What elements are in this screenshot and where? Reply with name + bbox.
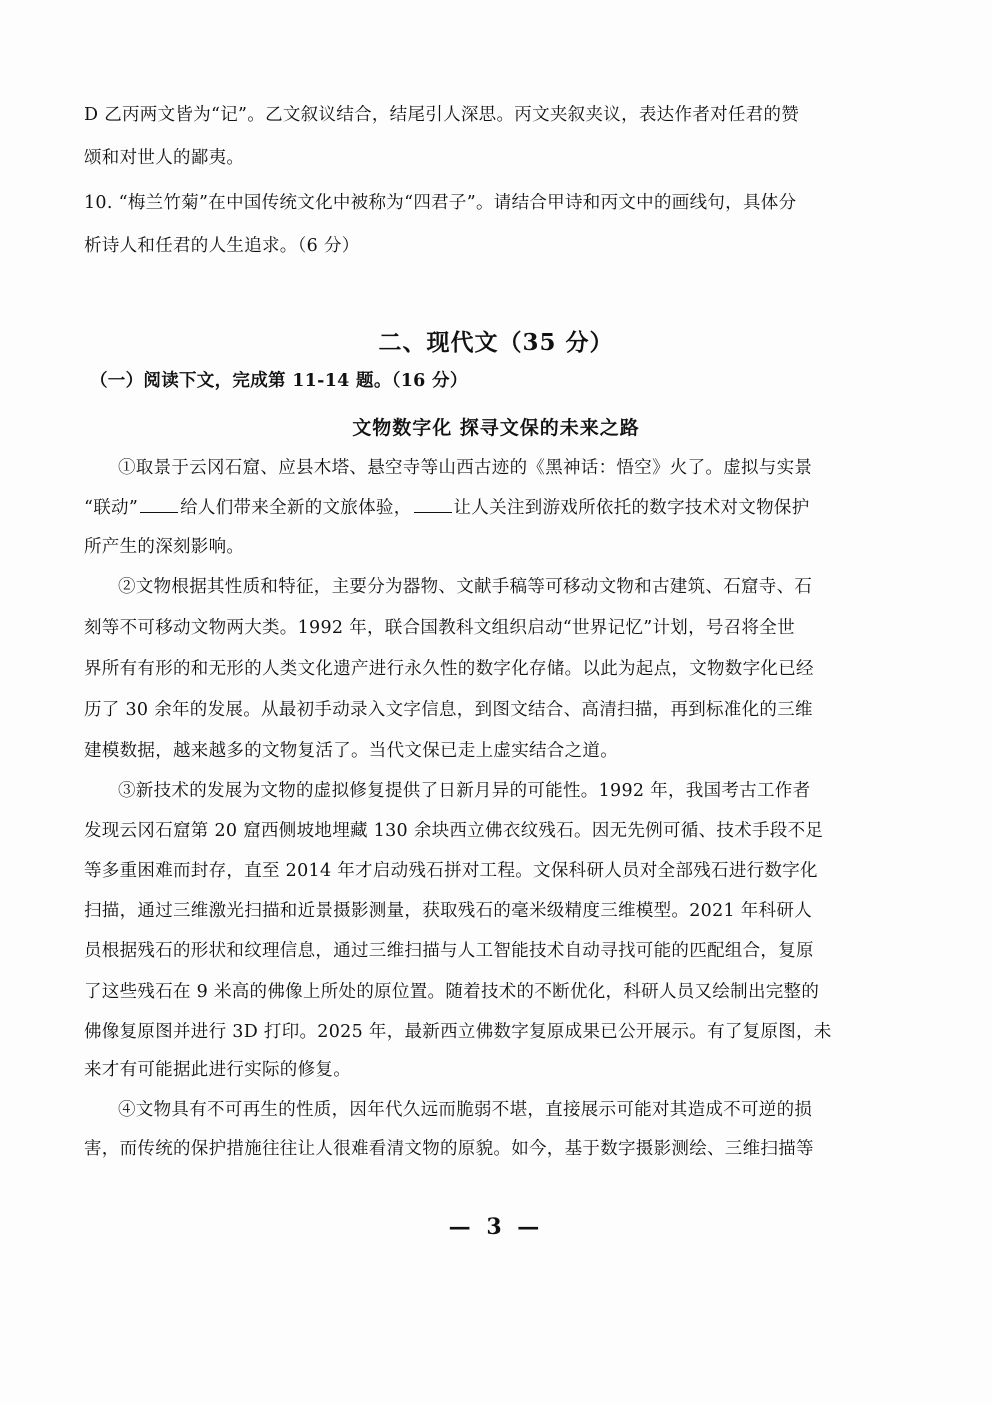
paragraph-4-line-2: 害，而传统的保护措施往往让人很难看清文物的原貌。如今，基于数字摄影测绘、三维扫描等 (84, 1139, 814, 1159)
question-10-line-1: 10. “梅兰竹菊”在中国传统文化中被称为“四君子”。请结合甲诗和丙文中的画线句，具体分 (84, 193, 797, 213)
option-d-line-1: D 乙丙两文皆为“记”。乙文叙议结合，结尾引人深思。丙文夹叙夹议，表达作者对任君的赞 (84, 105, 800, 125)
paragraph-1-line-2-part-3: 让人关注到游戏所依托的数字技术对文物保护 (453, 498, 810, 518)
fill-in-blank-1[interactable] (140, 498, 178, 513)
paragraph-2-line-4: 历了 30 余年的发展。从最初手动录入文字信息，到图文结合、高清扫描，再到标准化的三维 (84, 700, 813, 720)
paragraph-3-line-1: ③新技术的发展为文物的虚拟修复提供了日新月异的可能性。1992 年，我国考古工作者 (118, 781, 811, 801)
page-number: — 3 — (448, 1214, 544, 1240)
paragraph-3-line-2: 发现云冈石窟第 20 窟西侧坡地埋藏 130 余块西立佛衣纹残石。因无先例可循、技术手段不足 (84, 821, 824, 841)
paragraph-1-line-2-part-1: “联动” (84, 498, 139, 518)
paragraph-1-line-2-part-2: 给人们带来全新的文旅体验， (180, 498, 412, 518)
question-10-line-2: 析诗人和任君的人生追求。（6 分） (84, 236, 360, 256)
paragraph-3-line-8: 来才有可能据此进行实际的修复。 (84, 1060, 351, 1080)
paragraph-1-line-1: ①取景于云冈石窟、应县木塔、悬空寺等山西古迹的《黑神话：悟空》火了。虚拟与实景 (118, 458, 813, 478)
paragraph-2-line-5: 建模数据，越来越多的文物复活了。当代文保已走上虚实结合之道。 (84, 741, 618, 761)
paragraph-3-line-3: 等多重困难而封存，直至 2014 年才启动残石拼对工程。文保科研人员对全部残石进行数字化 (84, 861, 818, 881)
paragraph-3-line-4: 扫描，通过三维激光扫描和近景摄影测量，获取残石的毫米级精度三维模型。2021 年科研人 (84, 901, 812, 921)
paragraph-2-line-3: 界所有有形的和无形的人类文化遗产进行永久性的数字化存储。以此为起点，文物数字化已经 (84, 659, 814, 679)
section-title: 二、现代文（35 分） (378, 329, 614, 356)
paragraph-3-line-7: 佛像复原图并进行 3D 打印。2025 年，最新西立佛数字复原成果已公开展示。有了复原图，未 (84, 1022, 832, 1042)
paragraph-3-line-5: 员根据残石的形状和纹理信息，通过三维扫描与人工智能技术自动寻找可能的匹配组合，复原 (84, 941, 814, 961)
paragraph-2-line-2: 刻等不可移动文物两大类。1992 年，联合国教科文组织启动“世界记忆”计划，号召将全世 (84, 618, 795, 638)
paragraph-1-line-3: 所产生的深刻影响。 (84, 537, 245, 557)
section-sub-title: （一）阅读下文，完成第 11-14 题。（16 分） (90, 371, 468, 391)
paragraph-2-line-1: ②文物根据其性质和特征，主要分为器物、文献手稿等可移动文物和古建筑、石窟寺、石 (118, 577, 813, 597)
fill-in-blank-2[interactable] (414, 498, 452, 513)
paragraph-1-line-2 (84, 497, 810, 519)
option-d-line-2: 颂和对世人的鄙夷。 (84, 148, 245, 168)
article-title: 文物数字化 探寻文保的未来之路 (352, 417, 640, 439)
paragraph-4-line-1: ④文物具有不可再生的性质，因年代久远而脆弱不堪，直接展示可能对其造成不可逆的损 (118, 1100, 813, 1120)
paragraph-3-line-6: 了这些残石在 9 米高的佛像上所处的原位置。随着技术的不断优化，科研人员又绘制出完整的 (84, 982, 820, 1002)
